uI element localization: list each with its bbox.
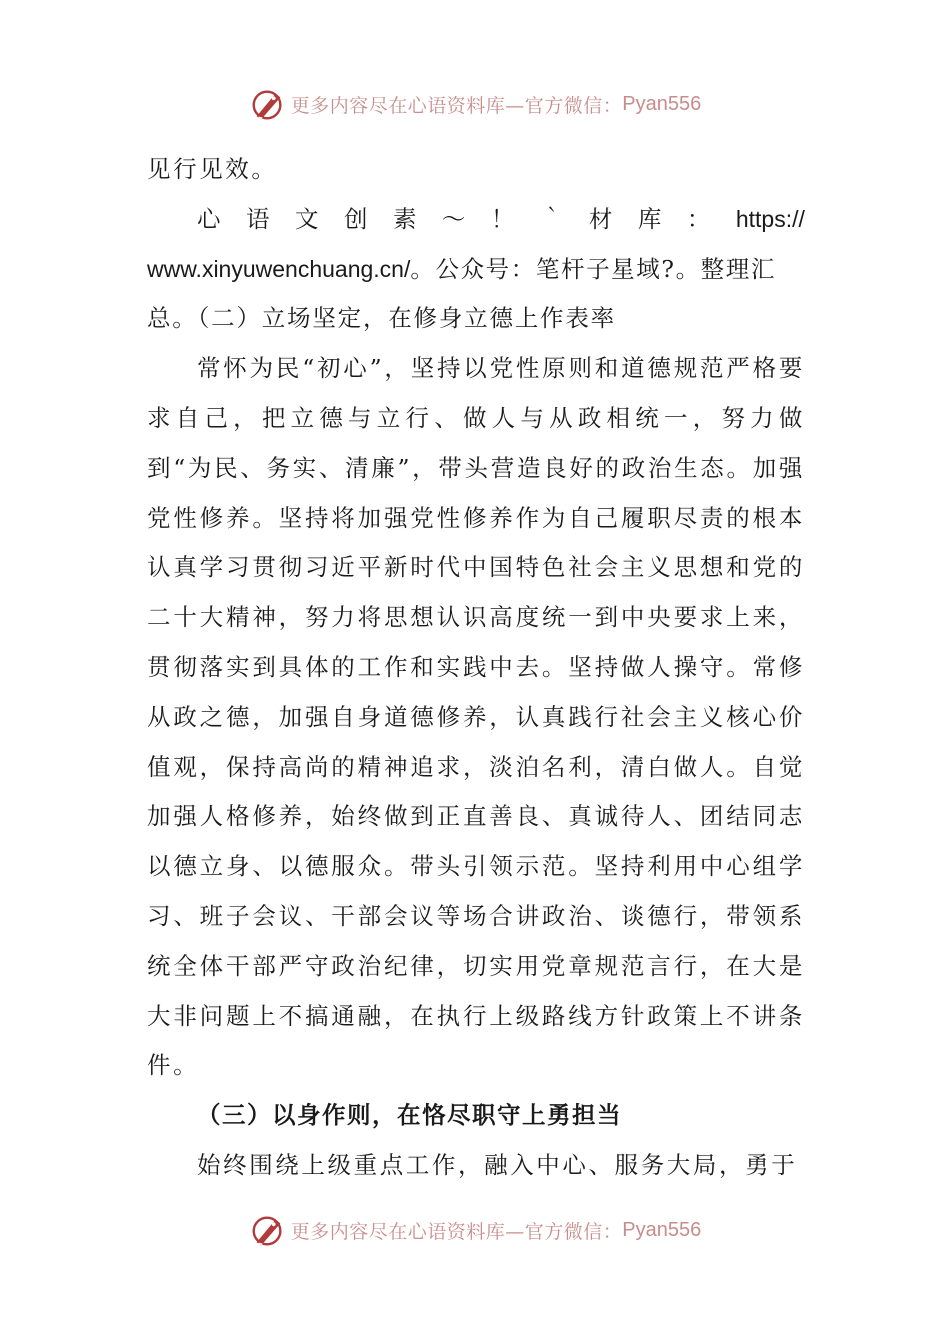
- url-fragment: https://: [735, 205, 805, 232]
- spaced-char: 库: [637, 204, 664, 233]
- spaced-char: ：: [686, 204, 713, 233]
- footer-banner: [0, 1208, 950, 1252]
- paragraph-2-rest: 。公众号：笔杆子星域?。整理汇: [410, 254, 776, 283]
- spaced-char: ｀: [539, 204, 566, 233]
- spaced-char: 语: [245, 204, 273, 233]
- paragraph-1: 见行见效。: [147, 155, 278, 183]
- section-heading-3: （三）以身作则，在恪尽职守上勇担当: [197, 1101, 622, 1130]
- spaced-char: ～: [441, 204, 469, 233]
- banner-text: 更多内容尽在心语资料库—官方微信：: [290, 94, 623, 117]
- paragraph-2-line-2: [147, 245, 805, 295]
- paragraph-4: 始终围绕上级重点工作，融入中心、服务大局，勇于: [197, 1150, 798, 1179]
- paragraph-2-line-1: [147, 195, 805, 245]
- spaced-char: 文: [294, 204, 322, 233]
- spaced-char: 心: [197, 204, 224, 233]
- spaced-char: ！: [490, 204, 518, 233]
- header-banner: [0, 82, 950, 126]
- document-body: [147, 145, 805, 1191]
- paragraph-2-line-3: 总。（二）立场坚定，在修身立德上作表率: [147, 304, 616, 333]
- wechat-id: Pyan556: [622, 92, 702, 115]
- spaced-char: 创: [343, 204, 371, 233]
- paragraph-3: 常怀为民“初心”，坚持以党性原则和道德规范严格要求自己，把立德与立行、做人与从政相统一，努力做到“为民、务实、清廉”，带头营造良好的政治生态。加强党性修养。坚持将加强党性修养作为自己履职尽责的根本认真学习贯彻习近平新时代中国特色社会主义思想和党的二十大精神，努力将思想认识高度统一到中央要求上来，贯彻落实到具体的工作和实践中去。坚持做人操守。常修从政之德，加强自身道德修养，认真践行社会主义核心价值观，保持高尚的精神追求，淡泊名利，清白做人。自觉加强人格修养，始终做到正直善良、真诚待人、团结同志以德立身、以德服众。带头引领示范。坚持利用中心组学习、班子会议、干部会议等场合讲政治、谈德行，带领系统全体干部严守政治纪律，切实用党章规范言行，在大是大非问题上不搞通融，在执行上级路线方针政策上不讲条件。: [147, 354, 805, 1080]
- spaced-char: 素: [392, 204, 420, 233]
- spaced-char: 材: [588, 204, 615, 233]
- banner-text: 更多内容尽在心语资料库—官方微信：: [290, 1220, 623, 1243]
- website-url: www.xinyuwenchuang.cn/: [147, 255, 411, 282]
- pen-logo-icon: [249, 85, 287, 123]
- wechat-id: Pyan556: [622, 1218, 702, 1241]
- pen-logo-icon: [249, 1211, 287, 1249]
